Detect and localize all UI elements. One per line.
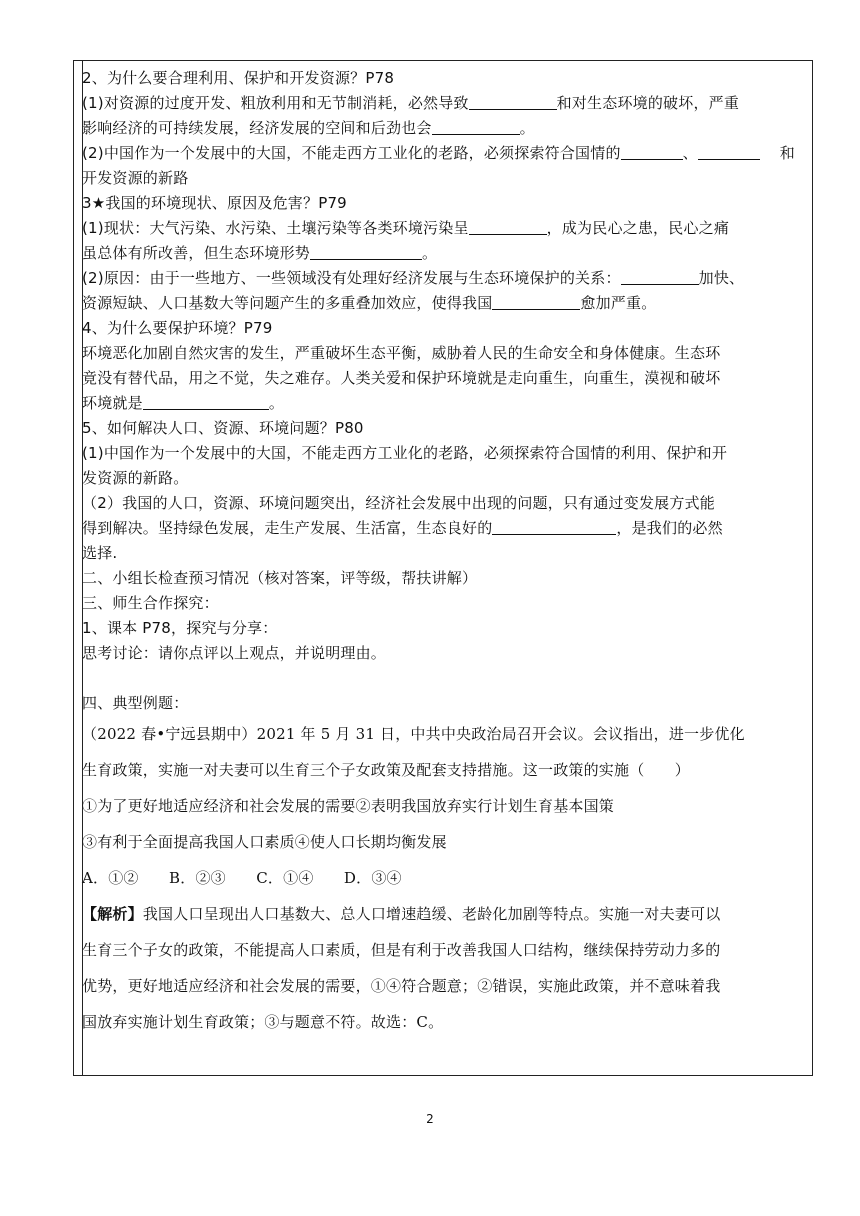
q3-line4: 资源短缺、人口基数大等问题产生的多重叠加效应，使得我国 愈加严重。 [82,294,657,312]
answer-blank[interactable] [143,392,269,410]
example-option-line2: ③有利于全面提高我国人口素质④使人口长期均衡发展 [82,833,447,851]
answer-blank[interactable] [310,242,422,260]
analysis-label: 【解析】 [82,905,143,923]
answer-blank[interactable] [621,142,683,160]
q4-line1: 环境恶化加剧自然灾害的发生，严重破坏生态平衡，威胁着人民的生命安全和身体健康。生态环 [82,344,721,362]
analysis-line3: 优势，更好地适应经济和社会发展的需要，①④符合题意；②错误，实施此政策，并不意味着我 [82,977,721,995]
page-number: 2 [426,1112,434,1126]
q2-title: 2、为什么要合理利用、保护和开发资源？P78 [82,69,395,87]
q4-title: 4、为什么要保护环境？P79 [82,319,273,337]
explore-discussion: 思考讨论：请你点评以上观点，并说明理由。 [82,644,387,662]
answer-blank[interactable] [621,267,699,285]
answer-blank[interactable] [492,517,616,535]
analysis-line4: 国放弃实施计划生育政策；③与题意不符。故选：C。 [82,1013,444,1031]
section-3-heading: 三、师生合作探究： [82,594,219,612]
answer-blank[interactable] [492,292,580,310]
answer-blank[interactable] [432,117,520,135]
answer-blank[interactable] [469,217,547,235]
q3-line2: 虽总体有所改善，但生态环境形势 。 [82,244,438,262]
q2-line4: 开发资源的新路 [82,169,189,187]
q3-line1: (1)现状：大气污染、水污染、土壤污染等各类环境污染呈 ，成为民心之患，民心之痛 [82,219,730,237]
q2-line1: (1)对资源的过度开发、粗放利用和无节制消耗，必然导致 和对生态环境的破坏，严重 [82,94,740,112]
q5-line2: 发资源的新路。 [82,469,189,487]
analysis-line2: 生育三个子女的政策，不能提高人口素质，但是有利于改善我国人口结构，继续保持劳动力多的 [82,941,721,959]
section-4-heading: 四、典型例题： [82,694,189,712]
example-choices: A．①② B．②③ C．①④ D．③④ [82,869,402,887]
example-line2: 生育政策，实施一对夫妻可以生育三个子女政策及配套支持措施。这一政策的实施（ ） [82,761,691,779]
q2-line3: (2)中国作为一个发展中的大国，不能走西方工业化的老路，必须探索符合国情的 、 和 [82,144,795,162]
analysis-line1: 【解析】我国人口呈现出人口基数大、总人口增速趋缓、老龄化加剧等特点。实施一对夫妻可以 [82,905,721,923]
worksheet-content [82,66,804,1040]
example-option-line1: ①为了更好地适应经济和社会发展的需要②表明我国放弃实行计划生育基本国策 [82,797,615,815]
q5-line3: （2）我国的人口，资源、环境问题突出，经济社会发展中出现的问题，只有通过变发展方式能 [82,494,715,512]
answer-blank[interactable] [698,142,760,160]
example-question [82,716,804,1040]
q5-line4: 得到解决。坚持绿色发展，走生产发展、生活富，生态良好的 ，是我们的必然 [82,519,723,537]
q5-line5: 选择. [82,544,118,562]
q5-line1: (1)中国作为一个发展中的大国，不能走西方工业化的老路，必须探索符合国情的利用、保护和开 [82,444,728,462]
q3-line3: (2)原因：由于一些地方、一些领域没有处理好经济发展与生态环境保护的关系： 加快、 [82,269,745,287]
example-line1: （2022 春•宁远县期中）2021 年 5 月 31 日，中共中央政治局召开会议。会议指出，进一步优化 [82,725,745,743]
answer-blank[interactable] [469,92,557,110]
q3-title: 3★我国的环境现状、原因及危害？P79 [82,194,347,212]
section-2-heading: 二、小组长检查预习情况（核对答案，评等级，帮扶讲解） [82,569,478,587]
q5-title: 5、如何解决人口、资源、环境问题？P80 [82,419,364,437]
q2-line2: 影响经济的可持续发展，经济发展的空间和后劲也会 。 [82,119,535,137]
q4-line3: 环境就是 。 [82,394,285,412]
q4-line2: 竟没有替代品，用之不觉，失之难存。人类关爱和保护环境就是走向重生，向重生，漠视和破坏 [82,369,721,387]
explore-item-1: 1、课本 P78，探究与分享： [82,619,278,637]
